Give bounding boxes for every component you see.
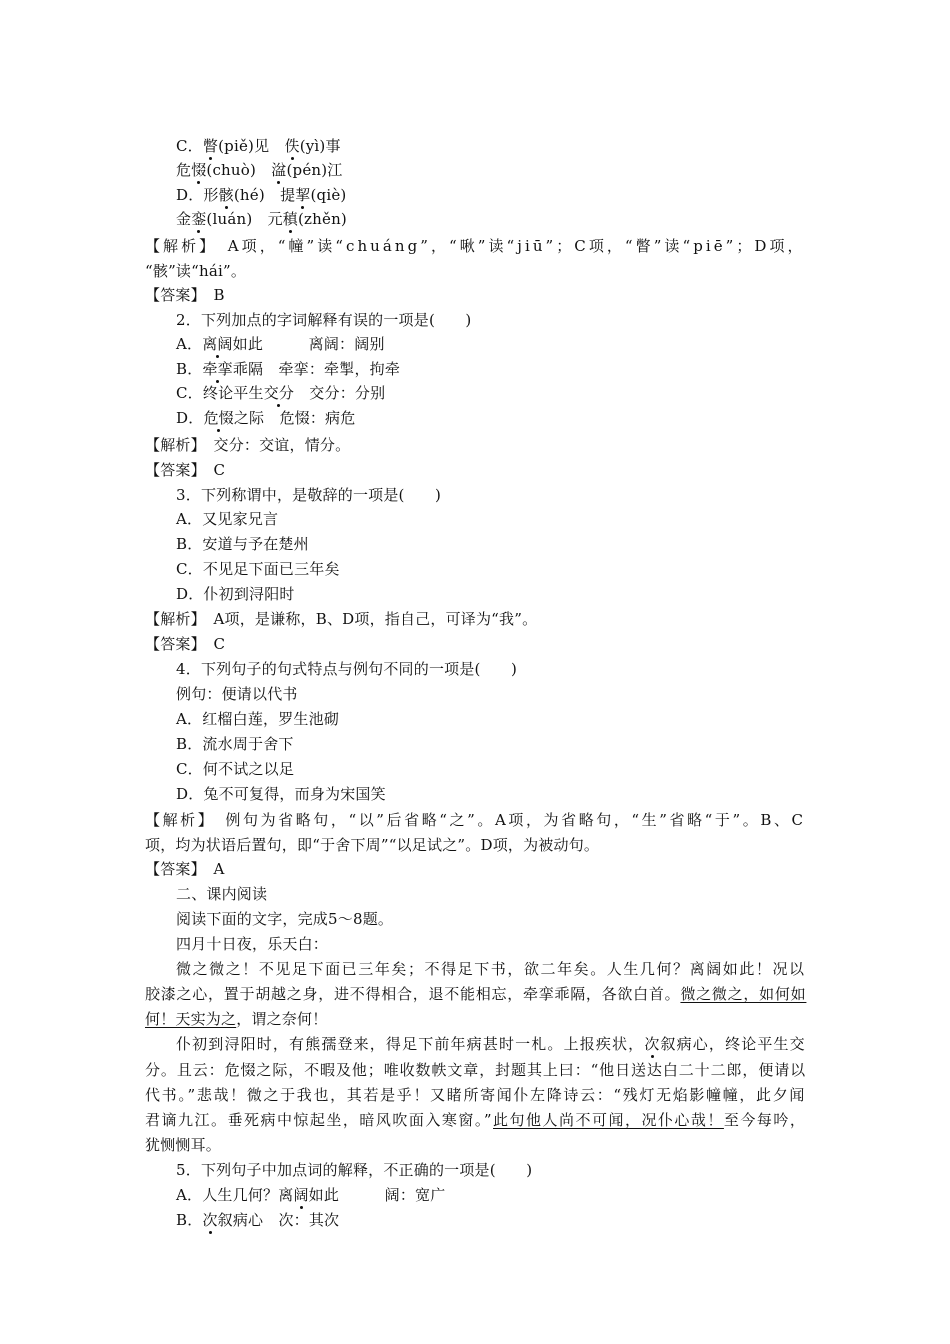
line-text: D．兔不可复得，而身为宋国笑 (176, 785, 386, 803)
text-line (145, 984, 806, 1004)
emphasis-dotted-text: 瞥 (202, 137, 219, 155)
line-text: 3．下列称谓中，是敬辞的一项是( ) (176, 486, 442, 504)
line-text: 例句：便请以代书 (176, 685, 298, 703)
emphasis-dotted-text: 次 (202, 1211, 218, 1229)
underlined-text: 此句他人尚不可闻，况仆心哉！ (493, 1111, 724, 1129)
line-text: 【答案】 C (145, 461, 226, 479)
text-line (176, 759, 294, 779)
text-line (145, 1060, 806, 1080)
text-line (176, 1185, 445, 1205)
emphasis-dotted-text: 骸 (218, 186, 234, 204)
line-text: A．人生几何？离 (176, 1186, 294, 1204)
line-text: (pén)江 (286, 161, 343, 179)
line-text: 微之微之！不见足下面已三年矣；不得足下书，欲二年矣。人生几何？离阔如此！况以 (176, 960, 806, 978)
text-line (176, 659, 517, 679)
line-text: 【解析】 例句为省略句，“以”后省略“之”。A项，为省略句，“生”省略“于”。B、C (145, 811, 806, 829)
line-text: ，谓之奈何！ (236, 1010, 328, 1028)
text-line (176, 784, 386, 804)
line-text: 【解析】 A项，是谦称，B、D项，指自己，可译为“我”。 (145, 610, 538, 628)
emphasis-dotted-text: 挈 (295, 186, 311, 204)
line-text: A．红榴白莲，罗生池砌 (176, 710, 340, 728)
emphasis-dotted-text: 次 (644, 1035, 661, 1053)
text-line (176, 734, 294, 754)
line-text: B． (176, 1211, 203, 1229)
line-text: B．安道与予在楚州 (176, 535, 309, 553)
text-line (145, 609, 537, 629)
emphasis-dotted-text: 交分 (263, 384, 295, 402)
text-line (145, 1110, 806, 1130)
emphasis-dotted-text: 危惙 (203, 409, 234, 427)
emphasis-dotted-text: 惙 (191, 161, 207, 179)
line-text: 犹恻恻耳。 (145, 1136, 222, 1154)
line-text: C．终论平生 (176, 384, 264, 402)
line-text: (chuò) (206, 161, 272, 179)
line-text: 君谪九江。垂死病中惊起坐，暗风吹面入寒窗。” (145, 1111, 494, 1129)
line-text: 叙病心，终论平生交 (660, 1035, 806, 1053)
line-text: 分。且云：危惙之际，不暇及他；唯收数帙文章，封题其上曰：“他日送达白二十二郎，便请以 (145, 1061, 807, 1079)
line-text: 【答案】 B (145, 286, 225, 304)
line-text: 5．下列句子中加点词的解释，不正确的一项是( ) (176, 1161, 533, 1179)
line-text: 金 (176, 210, 192, 228)
line-text: 【解析】 A项，“幢”读“chuáng”，“啾”读“jiū”；C项，“瞥”读“piē”；D项， (145, 237, 806, 255)
line-text: 四月十日夜，乐天白： (176, 935, 329, 953)
line-text: 之际 危惙：病危 (233, 409, 356, 427)
text-line (176, 185, 346, 205)
text-line (176, 584, 295, 604)
text-line (176, 1160, 532, 1180)
text-line (176, 1034, 806, 1054)
line-text: D．形 (176, 186, 219, 204)
text-line (176, 909, 393, 929)
text-line (145, 1009, 327, 1029)
line-text: (luán) 元 (206, 210, 283, 228)
line-text: B． (176, 360, 203, 378)
emphasis-dotted-text: 湓 (271, 161, 287, 179)
line-text: A． (176, 335, 203, 353)
line-text: 【答案】 A (145, 860, 225, 878)
line-text: B．流水周于舍下 (176, 735, 294, 753)
line-text: (hé) 提 (233, 186, 296, 204)
emphasis-dotted-text: 牵挛 (202, 360, 233, 378)
text-line (176, 485, 441, 505)
text-line (176, 359, 400, 379)
line-text: 代书。”悲哉！微之于我也，其若是乎！又睹所寄闻仆左降诗云：“残灯无焰影幢幢，此夕闻 (145, 1086, 807, 1104)
text-line (145, 634, 225, 654)
line-text: C． (176, 137, 203, 155)
text-line (176, 334, 385, 354)
text-line (145, 1085, 806, 1105)
emphasis-dotted-text: 阔 (293, 1186, 309, 1204)
line-text: D．仆初到浔阳时 (176, 585, 295, 603)
line-text: 胶漆之心，置于胡越之身，进不得相合，退不能相忘，牵挛乖隔，各欲白首。 (145, 985, 681, 1003)
line-text: 乖隔 牵挛：牵掣，拘牵 (232, 360, 401, 378)
line-text: 项，均为状语后置句，即“于舍下周”“以足试之”。D项，为被动句。 (145, 836, 600, 854)
line-text: 阅读下面的文字，完成5～8题。 (176, 910, 394, 928)
text-line (176, 383, 385, 403)
text-line (176, 310, 471, 330)
line-text: 2．下列加点的字词解释有误的一项是( ) (176, 311, 472, 329)
text-line (176, 684, 298, 704)
line-text: 【答案】 C (145, 635, 226, 653)
text-line (176, 408, 355, 428)
line-text: A．又见家兄言 (176, 510, 279, 528)
emphasis-dotted-text: 佚 (284, 137, 300, 155)
text-line (176, 709, 339, 729)
line-text: 二、课内阅读 (176, 885, 268, 903)
underlined-text: 微之微之，如何如 (680, 985, 807, 1003)
emphasis-dotted-text: 銮 (191, 210, 207, 228)
line-text: (zhěn) (297, 210, 347, 228)
line-text: 叙病心 次：其次 (217, 1211, 340, 1229)
text-line (145, 859, 225, 879)
text-line (176, 534, 309, 554)
line-text: 危 (176, 161, 192, 179)
line-text: 4．下列句子的句式特点与例句不同的一项是( ) (176, 660, 518, 678)
text-line (145, 810, 806, 830)
line-text: (piě)见 (218, 137, 285, 155)
text-line (145, 460, 225, 480)
line-text: 交分：分别 (294, 384, 386, 402)
text-line (145, 285, 225, 305)
text-line (176, 559, 340, 579)
text-line (145, 236, 806, 256)
line-text: 如此 离阔：阔别 (232, 335, 385, 353)
text-line (145, 1135, 221, 1155)
text-line (145, 835, 599, 855)
text-line (176, 959, 806, 979)
text-line (176, 934, 328, 954)
line-text: C．不见足下面已三年矣 (176, 560, 340, 578)
text-line (176, 209, 347, 229)
text-line (176, 509, 278, 529)
text-line (176, 160, 343, 180)
line-text: “骸”读“hái”。 (145, 262, 247, 280)
line-text: 仆初到浔阳时，有熊孺登来，得足下前年病甚时一札。上报疾状， (176, 1035, 645, 1053)
line-text: (yì)事 (299, 137, 341, 155)
line-text: 如此 阔：宽广 (308, 1186, 446, 1204)
line-text: D． (176, 409, 204, 427)
line-text: (qiè) (310, 186, 347, 204)
text-line (176, 1210, 339, 1230)
line-text: C．何不试之以足 (176, 760, 295, 778)
text-line (176, 136, 341, 156)
text-line (145, 261, 246, 281)
underlined-text: 何！天实为之 (145, 1010, 237, 1028)
text-line (145, 435, 350, 455)
text-line (176, 884, 267, 904)
emphasis-dotted-text: 离阔 (202, 335, 233, 353)
line-text: 【解析】 交分：交谊，情分。 (145, 436, 351, 454)
line-text: 至今每吟， (723, 1111, 807, 1129)
emphasis-dotted-text: 稹 (282, 210, 298, 228)
